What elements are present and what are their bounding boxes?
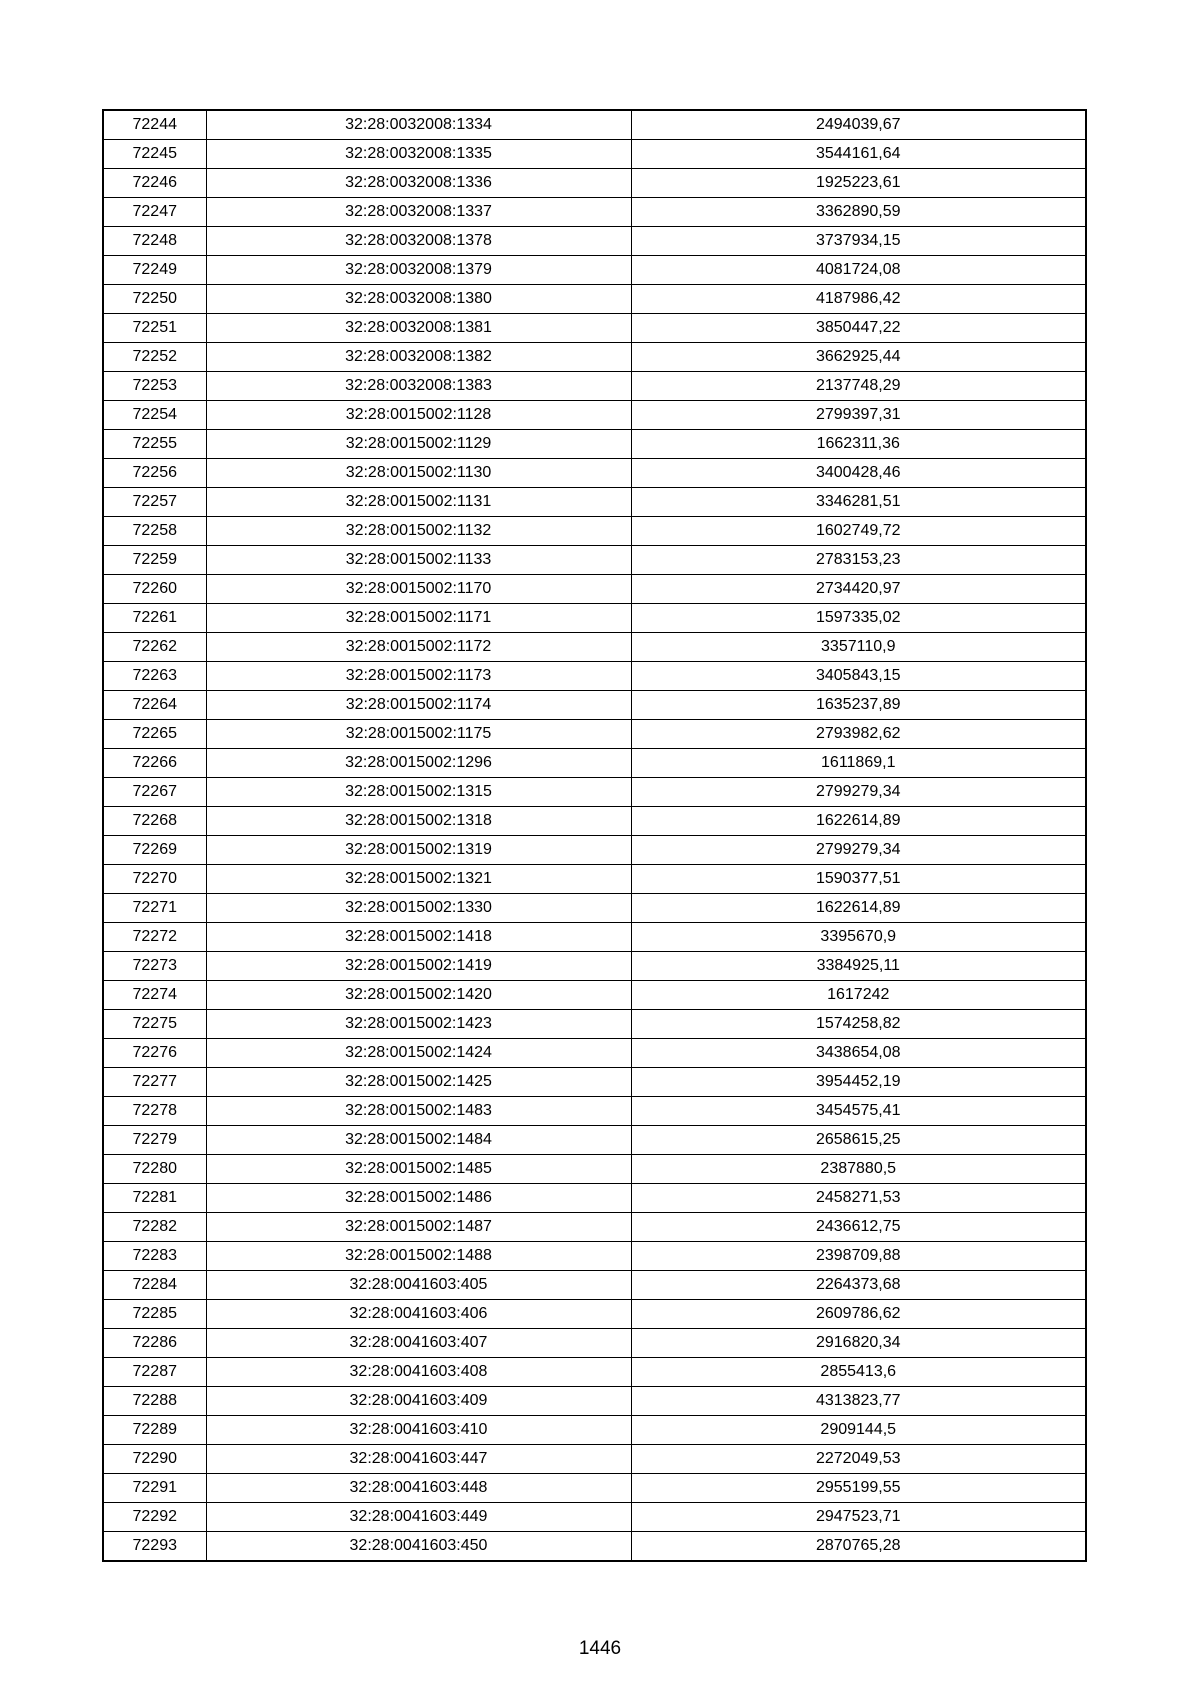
table-row	[103, 923, 1086, 952]
row-number-cell: 72286	[103, 1329, 206, 1358]
row-number-cell: 72289	[103, 1416, 206, 1445]
cadastral-number-cell: 32:28:0015002:1423	[206, 1010, 631, 1039]
value-cell: 3737934,15	[631, 227, 1086, 256]
value-cell: 2855413,6	[631, 1358, 1086, 1387]
cadastral-number-cell: 32:28:0032008:1337	[206, 198, 631, 227]
row-number-cell: 72268	[103, 807, 206, 836]
table-row	[103, 401, 1086, 430]
cadastral-number-cell: 32:28:0015002:1319	[206, 836, 631, 865]
value-cell: 2387880,5	[631, 1155, 1086, 1184]
cadastral-number-cell: 32:28:0015002:1487	[206, 1213, 631, 1242]
cadastral-number-cell: 32:28:0041603:410	[206, 1416, 631, 1445]
row-number-cell: 72288	[103, 1387, 206, 1416]
row-number-cell: 72251	[103, 314, 206, 343]
value-cell: 2947523,71	[631, 1503, 1086, 1532]
value-cell: 3362890,59	[631, 198, 1086, 227]
row-number-cell: 72291	[103, 1474, 206, 1503]
value-cell: 2264373,68	[631, 1271, 1086, 1300]
row-number-cell: 72261	[103, 604, 206, 633]
value-cell: 2458271,53	[631, 1184, 1086, 1213]
row-number-cell: 72275	[103, 1010, 206, 1039]
row-number-cell: 72293	[103, 1532, 206, 1562]
table-row	[103, 517, 1086, 546]
value-cell: 4081724,08	[631, 256, 1086, 285]
table-row	[103, 1329, 1086, 1358]
row-number-cell: 72282	[103, 1213, 206, 1242]
cadastral-number-cell: 32:28:0032008:1380	[206, 285, 631, 314]
row-number-cell: 72262	[103, 633, 206, 662]
value-cell: 2272049,53	[631, 1445, 1086, 1474]
cadastral-number-cell: 32:28:0015002:1318	[206, 807, 631, 836]
row-number-cell: 72277	[103, 1068, 206, 1097]
cadastral-number-cell: 32:28:0015002:1131	[206, 488, 631, 517]
value-cell: 3357110,9	[631, 633, 1086, 662]
row-number-cell: 72267	[103, 778, 206, 807]
value-cell: 2436612,75	[631, 1213, 1086, 1242]
value-cell: 3346281,51	[631, 488, 1086, 517]
value-cell: 1574258,82	[631, 1010, 1086, 1039]
value-cell: 3405843,15	[631, 662, 1086, 691]
value-cell: 2783153,23	[631, 546, 1086, 575]
table-row	[103, 430, 1086, 459]
table-row	[103, 1532, 1086, 1562]
row-number-cell: 72249	[103, 256, 206, 285]
row-number-cell: 72290	[103, 1445, 206, 1474]
table-row	[103, 720, 1086, 749]
row-number-cell: 72269	[103, 836, 206, 865]
row-number-cell: 72271	[103, 894, 206, 923]
table-row	[103, 1097, 1086, 1126]
row-number-cell: 72280	[103, 1155, 206, 1184]
table-row	[103, 1474, 1086, 1503]
value-cell: 4187986,42	[631, 285, 1086, 314]
cadastral-number-cell: 32:28:0041603:405	[206, 1271, 631, 1300]
row-number-cell: 72281	[103, 1184, 206, 1213]
row-number-cell: 72263	[103, 662, 206, 691]
cadastral-number-cell: 32:28:0032008:1382	[206, 343, 631, 372]
table-row	[103, 1416, 1086, 1445]
value-cell: 2494039,67	[631, 110, 1086, 140]
cadastral-number-cell: 32:28:0015002:1424	[206, 1039, 631, 1068]
table-row	[103, 691, 1086, 720]
row-number-cell: 72245	[103, 140, 206, 169]
cadastral-number-cell: 32:28:0015002:1425	[206, 1068, 631, 1097]
cadastral-number-cell: 32:28:0015002:1132	[206, 517, 631, 546]
row-number-cell: 72287	[103, 1358, 206, 1387]
table-row	[103, 285, 1086, 314]
value-cell: 3384925,11	[631, 952, 1086, 981]
value-cell: 1622614,89	[631, 894, 1086, 923]
cadastral-number-cell: 32:28:0032008:1335	[206, 140, 631, 169]
cadastral-number-cell: 32:28:0015002:1315	[206, 778, 631, 807]
table-row	[103, 1155, 1086, 1184]
table-row	[103, 1445, 1086, 1474]
table-row	[103, 1213, 1086, 1242]
cadastral-number-cell: 32:28:0032008:1378	[206, 227, 631, 256]
cadastral-number-cell: 32:28:0015002:1174	[206, 691, 631, 720]
value-cell: 2609786,62	[631, 1300, 1086, 1329]
table-row	[103, 662, 1086, 691]
table-row	[103, 110, 1086, 140]
cadastral-number-cell: 32:28:0032008:1336	[206, 169, 631, 198]
cadastral-number-cell: 32:28:0015002:1133	[206, 546, 631, 575]
value-cell: 2793982,62	[631, 720, 1086, 749]
value-cell: 3850447,22	[631, 314, 1086, 343]
table-row	[103, 256, 1086, 285]
row-number-cell: 72247	[103, 198, 206, 227]
row-number-cell: 72257	[103, 488, 206, 517]
row-number-cell: 72252	[103, 343, 206, 372]
table-row	[103, 981, 1086, 1010]
table-row	[103, 1358, 1086, 1387]
table-row	[103, 227, 1086, 256]
value-cell: 2870765,28	[631, 1532, 1086, 1562]
cadastral-number-cell: 32:28:0015002:1129	[206, 430, 631, 459]
table-row	[103, 604, 1086, 633]
value-cell: 2799279,34	[631, 778, 1086, 807]
cadastral-number-cell: 32:28:0041603:447	[206, 1445, 631, 1474]
cadastral-number-cell: 32:28:0041603:408	[206, 1358, 631, 1387]
row-number-cell: 72274	[103, 981, 206, 1010]
cadastral-number-cell: 32:28:0015002:1484	[206, 1126, 631, 1155]
cadastral-number-cell: 32:28:0015002:1171	[206, 604, 631, 633]
cadastral-number-cell: 32:28:0015002:1130	[206, 459, 631, 488]
row-number-cell: 72255	[103, 430, 206, 459]
cadastral-number-cell: 32:28:0041603:448	[206, 1474, 631, 1503]
cadastral-number-cell: 32:28:0041603:409	[206, 1387, 631, 1416]
table-row	[103, 633, 1086, 662]
value-cell: 3395670,9	[631, 923, 1086, 952]
value-cell: 2916820,34	[631, 1329, 1086, 1358]
row-number-cell: 72283	[103, 1242, 206, 1271]
row-number-cell: 72272	[103, 923, 206, 952]
value-cell: 2658615,25	[631, 1126, 1086, 1155]
value-cell: 2734420,97	[631, 575, 1086, 604]
value-cell: 3954452,19	[631, 1068, 1086, 1097]
table-row	[103, 836, 1086, 865]
cadastral-number-cell: 32:28:0041603:449	[206, 1503, 631, 1532]
table-row	[103, 1242, 1086, 1271]
cadastral-number-cell: 32:28:0032008:1334	[206, 110, 631, 140]
table-row	[103, 314, 1086, 343]
row-number-cell: 72279	[103, 1126, 206, 1155]
value-cell: 3544161,64	[631, 140, 1086, 169]
table-row	[103, 343, 1086, 372]
row-number-cell: 72264	[103, 691, 206, 720]
cadastral-number-cell: 32:28:0015002:1418	[206, 923, 631, 952]
cadastral-number-cell: 32:28:0015002:1296	[206, 749, 631, 778]
cadastral-number-cell: 32:28:0015002:1170	[206, 575, 631, 604]
table-row	[103, 1271, 1086, 1300]
value-cell: 3662925,44	[631, 343, 1086, 372]
table-row	[103, 1387, 1086, 1416]
table-row	[103, 546, 1086, 575]
value-cell: 1602749,72	[631, 517, 1086, 546]
page-number: 1446	[578, 1638, 622, 1659]
value-cell: 3454575,41	[631, 1097, 1086, 1126]
value-cell: 1635237,89	[631, 691, 1086, 720]
cadastral-number-cell: 32:28:0015002:1175	[206, 720, 631, 749]
row-number-cell: 72250	[103, 285, 206, 314]
row-number-cell: 72266	[103, 749, 206, 778]
row-number-cell: 72256	[103, 459, 206, 488]
value-cell: 2137748,29	[631, 372, 1086, 401]
cadastral-number-cell: 32:28:0015002:1321	[206, 865, 631, 894]
cadastral-number-cell: 32:28:0041603:450	[206, 1532, 631, 1562]
value-cell: 3438654,08	[631, 1039, 1086, 1068]
table-row	[103, 778, 1086, 807]
row-number-cell: 72265	[103, 720, 206, 749]
value-cell: 2909144,5	[631, 1416, 1086, 1445]
table-body	[103, 110, 1086, 1561]
value-cell: 2799279,34	[631, 836, 1086, 865]
row-number-cell: 72285	[103, 1300, 206, 1329]
table-row	[103, 1126, 1086, 1155]
cadastral-number-cell: 32:28:0032008:1383	[206, 372, 631, 401]
value-cell: 3400428,46	[631, 459, 1086, 488]
table-row	[103, 894, 1086, 923]
row-number-cell: 72254	[103, 401, 206, 430]
value-cell: 1597335,02	[631, 604, 1086, 633]
table-row	[103, 140, 1086, 169]
value-cell: 1622614,89	[631, 807, 1086, 836]
cadastral-number-cell: 32:28:0032008:1379	[206, 256, 631, 285]
cadastral-number-cell: 32:28:0015002:1486	[206, 1184, 631, 1213]
table-row	[103, 575, 1086, 604]
table-row	[103, 865, 1086, 894]
cadastral-number-cell: 32:28:0015002:1483	[206, 1097, 631, 1126]
value-cell: 1590377,51	[631, 865, 1086, 894]
table-row	[103, 1039, 1086, 1068]
table-row	[103, 169, 1086, 198]
row-number-cell: 72246	[103, 169, 206, 198]
row-number-cell: 72292	[103, 1503, 206, 1532]
row-number-cell: 72258	[103, 517, 206, 546]
data-table	[102, 109, 1087, 1562]
table-row	[103, 459, 1086, 488]
row-number-cell: 72260	[103, 575, 206, 604]
row-number-cell: 72270	[103, 865, 206, 894]
cadastral-number-cell: 32:28:0015002:1488	[206, 1242, 631, 1271]
row-number-cell: 72244	[103, 110, 206, 140]
table-row	[103, 1068, 1086, 1097]
cadastral-number-cell: 32:28:0032008:1381	[206, 314, 631, 343]
value-cell: 1925223,61	[631, 169, 1086, 198]
cadastral-number-cell: 32:28:0015002:1173	[206, 662, 631, 691]
cadastral-number-cell: 32:28:0015002:1420	[206, 981, 631, 1010]
cadastral-number-cell: 32:28:0041603:407	[206, 1329, 631, 1358]
table-row	[103, 749, 1086, 778]
value-cell: 4313823,77	[631, 1387, 1086, 1416]
cadastral-number-cell: 32:28:0041603:406	[206, 1300, 631, 1329]
row-number-cell: 72253	[103, 372, 206, 401]
table-row	[103, 1184, 1086, 1213]
row-number-cell: 72278	[103, 1097, 206, 1126]
table-row	[103, 1300, 1086, 1329]
table-row	[103, 807, 1086, 836]
table-row	[103, 372, 1086, 401]
value-cell: 1611869,1	[631, 749, 1086, 778]
value-cell: 1617242	[631, 981, 1086, 1010]
value-cell: 2799397,31	[631, 401, 1086, 430]
cadastral-number-cell: 32:28:0015002:1330	[206, 894, 631, 923]
row-number-cell: 72273	[103, 952, 206, 981]
table-row	[103, 198, 1086, 227]
value-cell: 2955199,55	[631, 1474, 1086, 1503]
cadastral-number-cell: 32:28:0015002:1485	[206, 1155, 631, 1184]
table-row	[103, 488, 1086, 517]
table-row	[103, 952, 1086, 981]
row-number-cell: 72276	[103, 1039, 206, 1068]
table-row	[103, 1010, 1086, 1039]
cadastral-number-cell: 32:28:0015002:1128	[206, 401, 631, 430]
table-row	[103, 1503, 1086, 1532]
row-number-cell: 72284	[103, 1271, 206, 1300]
cadastral-number-cell: 32:28:0015002:1419	[206, 952, 631, 981]
value-cell: 2398709,88	[631, 1242, 1086, 1271]
value-cell: 1662311,36	[631, 430, 1086, 459]
row-number-cell: 72248	[103, 227, 206, 256]
cadastral-number-cell: 32:28:0015002:1172	[206, 633, 631, 662]
row-number-cell: 72259	[103, 546, 206, 575]
